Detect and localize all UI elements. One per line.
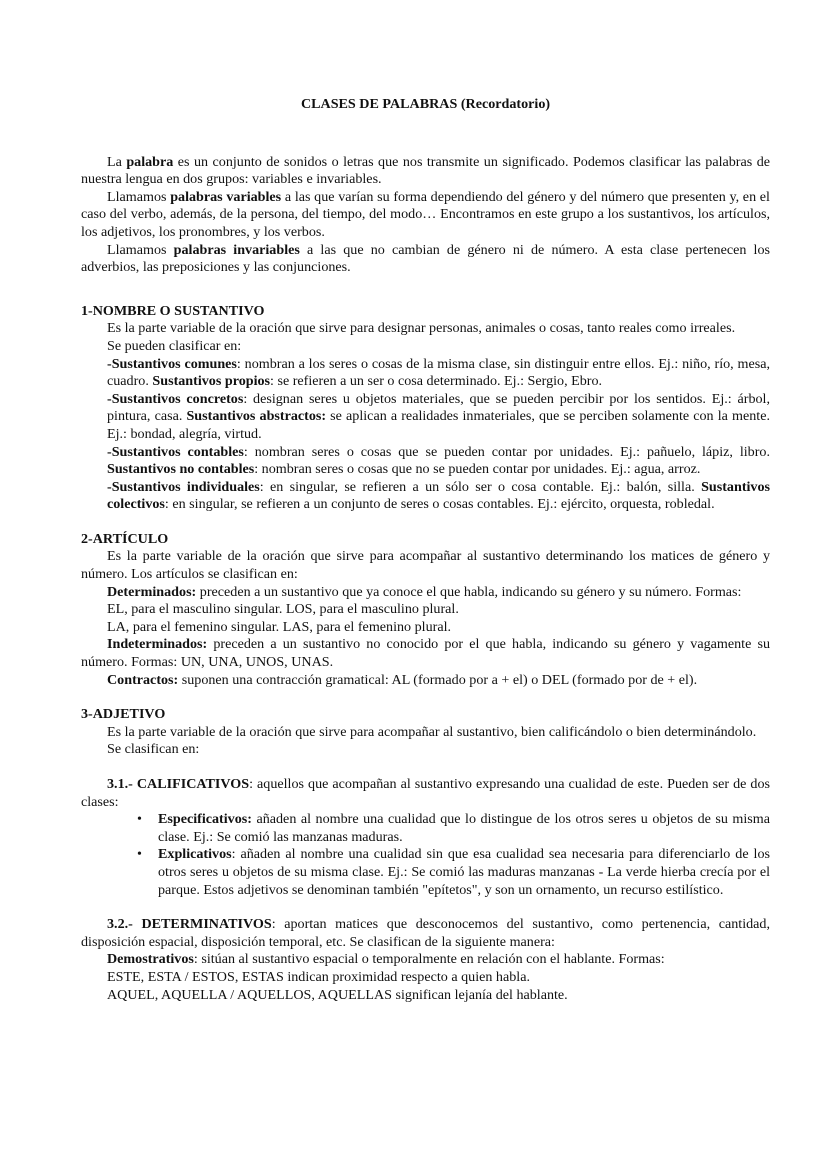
article-contractos xyxy=(81,672,770,690)
text: : en singular, se refieren a un sólo ser o cosa contable. Ej.: balón, silla. xyxy=(259,478,702,495)
section-heading-adjetivo: 3-ADJETIVO xyxy=(81,706,166,723)
subsection-determinativos xyxy=(81,916,770,951)
text: : nombran a los seres o cosas de la misma clase, sin distinguir entre ellos. Ej.: niño, río, mesa, cuadro. xyxy=(107,355,771,390)
text: : en singular, se refieren a un conjunto de seres o cosas contables. Ej.: ejército, orquesta, robledal. xyxy=(164,496,715,513)
text: Llamamos xyxy=(107,241,174,258)
noun-type-comunes xyxy=(81,356,770,391)
text: a las que no cambian de género ni de número. A esta clase pertenecen los adverbios, las preposiciones y las conjunciones. xyxy=(81,241,770,276)
document-page xyxy=(81,96,770,1004)
intro-paragraph-2 xyxy=(81,189,770,242)
text: es un conjunto de sonidos o letras que nos transmite un significado. Podemos clasificar las palabras de nuestra lengua en dos grupos: variables e invariables. xyxy=(81,153,770,188)
section-heading-sustantivo: 1-NOMBRE O SUSTANTIVO xyxy=(81,302,265,319)
page-title: CLASES DE PALABRAS (Recordatorio) xyxy=(300,96,551,112)
term-bold: Especificativos: xyxy=(158,811,252,828)
text: Llamamos xyxy=(107,188,171,205)
term-bold: Contractos: xyxy=(107,671,179,688)
text: preceden a un sustantivo no conocido por el que habla, indicando su género y vagamente su número. Formas: UN, UNA, UNOS, UNAS. xyxy=(81,636,770,671)
demostrativos-form: AQUEL, AQUELLA / AQUELLOS, AQUELLAS significan lejanía del hablante. xyxy=(107,986,568,1003)
text: : aportan matices que desconocemos del sustantivo, como pertenencia, cantidad, disposición espacial, disposición temporal, etc. Se clasifican de la siguiente manera: xyxy=(81,916,770,950)
term-bold: 3.1.- CALIFICATIVOS xyxy=(107,776,250,792)
text: : nombran seres o cosas que se pueden contar por unidades. Ej.: pañuelo, lápiz, libro. xyxy=(243,443,770,460)
subsection-calificativos xyxy=(81,776,770,811)
bullet-list xyxy=(81,811,770,899)
text: suponen una contracción gramatical: AL (formado por a + el) o DEL (formado por de + el). xyxy=(178,671,698,688)
term-bold: Sustantivos colectivos xyxy=(107,478,771,513)
intro-paragraph-3 xyxy=(81,242,770,277)
demostrativos-line xyxy=(81,951,770,969)
text: : sitúan al sustantivo espacial o temporalmente en relación con el hablante. Formas: xyxy=(193,951,665,968)
section-definition: Es la parte variable de la oración que sirve para acompañar al sustantivo, bien calificándolo o bien determinándolo. xyxy=(107,723,757,740)
term-bold: -Sustantivos concretos xyxy=(107,390,244,407)
text: La xyxy=(107,153,127,170)
term-bold: Demostrativos xyxy=(107,951,194,968)
text: : aquellos que acompañan al sustantivo expresando una cualidad de este. Pueden ser de dos clases: xyxy=(81,776,770,810)
text: : añaden al nombre una cualidad sin que esa cualidad sea necesaria para diferenciarlo de los otros seres u objetos de su misma clase. Ej.: Se comió las maduras manzanas - La verde hierba crecía por el parque. Estos adjetivos se denominan también "epítetos", y son un ornamento, un recurso estilístico. xyxy=(158,846,770,898)
term-bold: -Sustantivos individuales xyxy=(107,478,260,495)
term-bold: 3.2.- DETERMINATIVOS xyxy=(107,916,272,933)
term-bold: palabra xyxy=(126,153,174,170)
text: : se refieren a un ser o cosa determinado. Ej.: Sergio, Ebro. xyxy=(270,373,603,390)
term-bold: Sustantivos propios xyxy=(152,373,271,390)
article-form-line: LA, para el femenino singular. LAS, para el femenino plural. xyxy=(107,618,452,635)
list-item xyxy=(158,846,770,899)
term-bold: Sustantivos abstractos: xyxy=(186,408,327,425)
term-bold: Indeterminados: xyxy=(107,636,208,653)
article-indeterminados xyxy=(81,636,770,671)
section-heading-articulo: 2-ARTÍCULO xyxy=(81,530,169,547)
spacer xyxy=(81,899,770,916)
noun-type-contables xyxy=(81,444,770,479)
text: a las que varían su forma dependiendo del género y del número que presenten y, en el caso del verbo, además, de la persona, del tiempo, del modo… Encontramos en este grupo a los sustantivos, los artículos, los adjetivos, los pronombres, y los verbos. xyxy=(81,188,770,240)
noun-type-concretos xyxy=(81,391,770,444)
list-item xyxy=(158,811,770,846)
section-classify-label: Se pueden clasificar en: xyxy=(107,337,242,354)
section-definition: Es la parte variable de la oración que sirve para acompañar al sustantivo determinando los matices de género y número. Los artículos se clasifican en: xyxy=(81,548,770,583)
section-definition: Es la parte variable de la oración que sirve para designar personas, animales o cosas, tanto reales como irreales. xyxy=(107,320,736,337)
term-bold: -Sustantivos contables xyxy=(107,443,244,460)
article-determinados xyxy=(81,584,770,602)
term-bold: -Sustantivos comunes xyxy=(107,355,237,372)
demostrativos-form: ESTE, ESTA / ESTOS, ESTAS indican proximidad respecto a quien habla. xyxy=(107,968,530,985)
term-bold: Sustantivos no contables xyxy=(107,461,255,478)
section-classify-label: Se clasifican en: xyxy=(107,741,200,758)
intro-paragraph-1 xyxy=(81,154,770,189)
term-bold: Explicativos xyxy=(158,846,232,863)
text: : nombran seres o cosas que no se pueden contar por unidades. Ej.: agua, arroz. xyxy=(254,461,701,478)
term-bold: palabras invariables xyxy=(173,241,300,258)
text: : designan seres u objetos materiales, que se pueden percibir por los sentidos. Ej.: árbol, pintura, casa. xyxy=(107,390,770,425)
text: preceden a un sustantivo que ya conoce el que habla, indicando su género y su número. Formas: xyxy=(196,583,742,600)
text: añaden al nombre una cualidad que lo distingue de los otros seres u objetos de su misma clase. Ej.: Se comió las manzanas maduras. xyxy=(158,811,770,845)
term-bold: Determinados: xyxy=(107,583,197,600)
noun-type-individuales xyxy=(81,479,770,514)
text: se aplican a realidades inmateriales, que se perciben solamente con la mente. Ej.: bondad, alegría, virtud. xyxy=(107,408,770,442)
term-bold: palabras variables xyxy=(170,188,282,205)
spacer xyxy=(81,759,770,776)
article-form-line: EL, para el masculino singular. LOS, para el masculino plural. xyxy=(107,601,459,618)
